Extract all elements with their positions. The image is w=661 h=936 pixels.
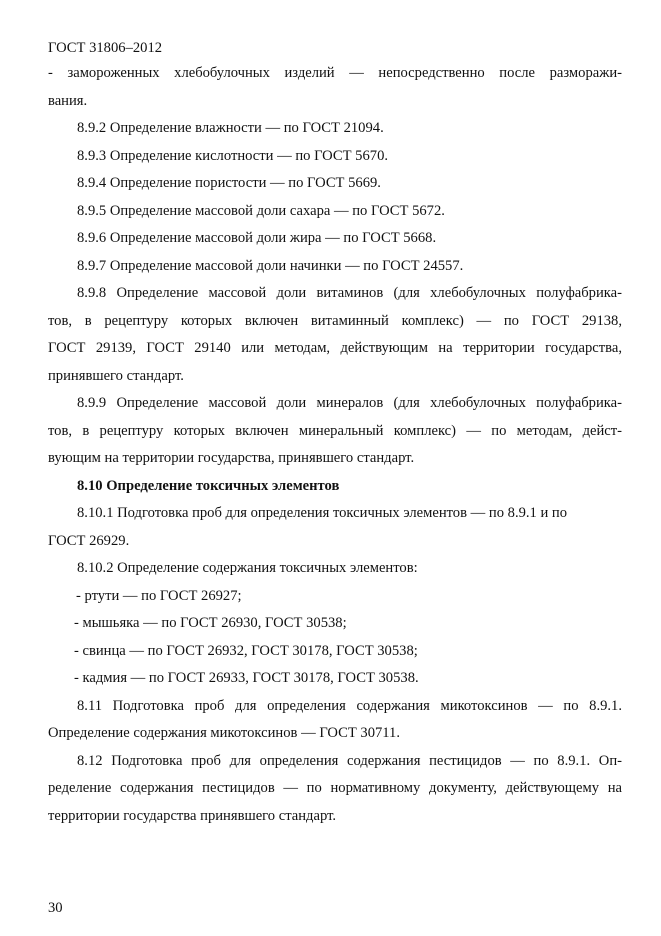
text-line: вующим на территории государства, принявшего стандарт.: [48, 450, 415, 466]
text-line: 8.10.2 Определение содержания токсичных элементов:: [77, 560, 418, 576]
list-item: - мышьяка — по ГОСТ 26930, ГОСТ 30538;: [74, 615, 347, 631]
page-header: ГОСТ 31806–2012: [48, 40, 163, 56]
text-line: 8.9.2 Определение влажности — по ГОСТ 21094.: [77, 120, 384, 136]
text-line: Определение содержания микотоксинов — ГОСТ 30711.: [48, 725, 400, 741]
text-line: 8.9.5 Определение массовой доли сахара — по ГОСТ 5672.: [77, 202, 445, 219]
text-line: ГОСТ 29139, ГОСТ 29140 или методам, действующим на территории государства,: [48, 340, 622, 356]
text-line: 8.11 Подготовка проб для определения содержания микотоксинов — по 8.9.1.: [77, 697, 622, 714]
text-line: тов, в рецептуру которых включен минеральный комплекс) — по методам, дейст-: [48, 422, 622, 439]
text-line: ределение содержания пестицидов — по нормативному документу, действующему на: [48, 780, 622, 796]
text-line: вания.: [48, 92, 88, 109]
text-line: принявшего стандарт.: [48, 367, 184, 384]
text-line: 8.10.1 Подготовка проб для определения токсичных элементов — по 8.9.1 и по: [77, 505, 568, 521]
list-item: - ртути — по ГОСТ 26927;: [76, 587, 242, 604]
list-item: - кадмия — по ГОСТ 26933, ГОСТ 30178, ГОСТ 30538.: [74, 670, 419, 686]
text-line: - замороженных хлебобулочных изделий — непосредственно после разморажи-: [48, 65, 622, 81]
section-heading: 8.10 Определение токсичных элементов: [77, 477, 340, 494]
text-line: 8.9.4 Определение пористости — по ГОСТ 5669.: [77, 175, 381, 191]
list-item: - свинца — по ГОСТ 26932, ГОСТ 30178, ГОСТ 30538;: [74, 642, 418, 659]
text-line: ГОСТ 26929.: [48, 532, 130, 549]
text-line: 8.9.3 Определение кислотности — по ГОСТ 5670.: [77, 147, 389, 164]
text-line: 8.12 Подготовка проб для определения содержания пестицидов — по 8.9.1. Оп-: [77, 752, 622, 769]
text-line: 8.9.8 Определение массовой доли витаминов (для хлебобулочных полуфабрика-: [77, 285, 622, 301]
text-line: 8.9.9 Определение массовой доли минералов (для хлебобулочных полуфабрика-: [77, 395, 622, 411]
text-line: 8.9.6 Определение массовой доли жира — по ГОСТ 5668.: [77, 230, 437, 246]
text-line: тов, в рецептуру которых включен витаминный комплекс) — по ГОСТ 29138,: [48, 312, 622, 329]
text-line: 8.9.7 Определение массовой доли начинки — по ГОСТ 24557.: [77, 257, 464, 274]
page-number: 30: [48, 900, 63, 916]
text-line: территории государства принявшего стандарт.: [48, 807, 336, 824]
body-text: [48, 60, 622, 830]
